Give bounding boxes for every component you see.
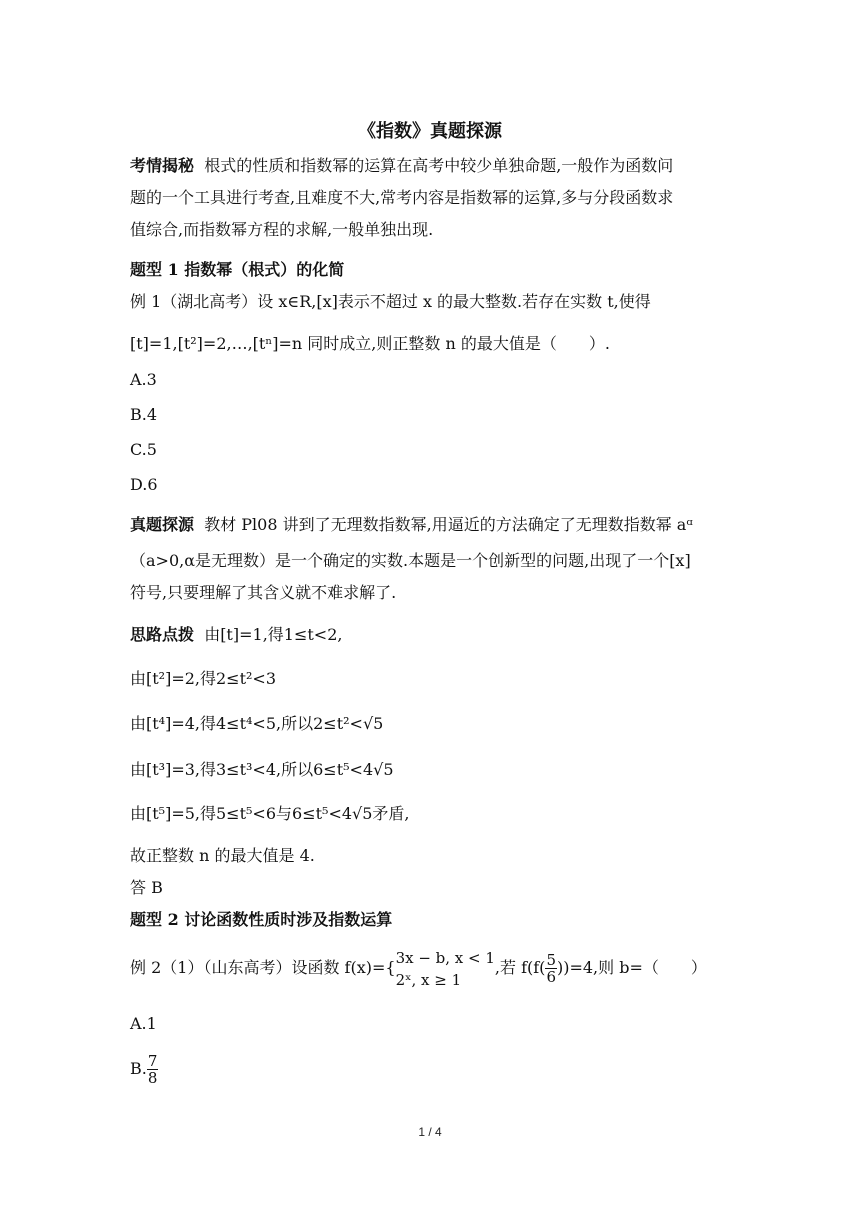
source-text-1: 教材 Pl08 讲到了无理数指数幂,用逼近的方法确定了无理数指数幂 aᵅ	[204, 515, 693, 534]
example2-option-b	[130, 1049, 158, 1089]
option-b-prefix: B.	[130, 1059, 147, 1078]
example2-prefix: 例 2（1）（山东高考）设函数 f(x)={	[130, 958, 396, 977]
frac-denominator: 6	[546, 968, 556, 986]
example1-line-1: 例 1（湖北高考）设 x∈R,[x]表示不超过 x 的最大整数.若存在实数 t,使得	[130, 292, 651, 311]
piece-2: 2ˣ, x ≥ 1	[395, 970, 462, 989]
frac-numerator: 5	[546, 951, 556, 969]
option-b-numerator: 7	[147, 1052, 158, 1070]
source-line-3: 符号,只要理解了其含义就不难求解了.	[130, 583, 397, 602]
intro-line-2: 题的一个工具进行考查,且难度不大,常考内容是指数幂的运算,多与分段函数求	[130, 188, 674, 207]
option-a: A.3	[130, 370, 157, 389]
example2-option-a: A.1	[130, 1014, 157, 1033]
example2-mid: ,若 f(f(	[494, 958, 546, 977]
option-d: D.6	[130, 475, 158, 494]
option-c: C.5	[130, 440, 157, 459]
option-b: B.4	[130, 405, 158, 424]
piecewise-function	[396, 947, 495, 991]
example2-question	[130, 946, 707, 991]
intro-text-1: 根式的性质和指数幂的运算在高考中较少单独命题,一般作为函数问	[204, 156, 674, 175]
intro-label: 考情揭秘	[130, 156, 195, 175]
type2-heading: 题型 2 讨论函数性质时涉及指数运算	[130, 910, 393, 929]
fraction-five-sixths	[545, 952, 557, 985]
answer-text: 答 B	[130, 878, 163, 897]
hint-step-1: 由[t]=1,得1≤t<2,	[204, 625, 343, 644]
example2-suffix: ))=4,则 b=（ ）	[556, 958, 707, 977]
hint-line-1	[130, 624, 342, 646]
type1-heading: 题型 1 指数幂（根式）的化简	[130, 260, 345, 279]
piece-1: 3x − b, x < 1	[395, 948, 495, 967]
example1-line-2: [t]=1,[t²]=2,…,[tⁿ]=n 同时成立,则正整数 n 的最大值是（ ）.	[130, 334, 610, 353]
fraction-seven-eighths	[147, 1053, 159, 1086]
hint-step-2: 由[t²]=2,得2≤t²<3	[130, 669, 277, 688]
page-number: 1 / 4	[418, 1125, 442, 1139]
hint-step-5: 由[t⁵]=5,得5≤t⁵<6与6≤t⁵<4√5矛盾,	[130, 804, 410, 823]
source-line-1	[130, 514, 693, 536]
source-label: 真题探源	[130, 515, 195, 534]
hint-step-4: 由[t³]=3,得3≤t³<4,所以6≤t⁵<4√5	[130, 760, 394, 779]
source-line-2: （a>0,α是无理数）是一个确定的实数.本题是一个创新型的问题,出现了一个[x]	[130, 551, 691, 570]
hint-conclusion: 故正整数 n 的最大值是 4.	[130, 846, 315, 865]
hint-step-3: 由[t⁴]=4,得4≤t⁴<5,所以2≤t²<√5	[130, 714, 384, 733]
intro-line-1	[130, 155, 673, 177]
page-title: 《指数》真题探源	[358, 121, 502, 142]
intro-line-3: 值综合,而指数幂方程的求解,一般单独出现.	[130, 220, 434, 239]
option-b-denominator: 8	[147, 1069, 158, 1087]
hint-label: 思路点拨	[130, 625, 195, 644]
